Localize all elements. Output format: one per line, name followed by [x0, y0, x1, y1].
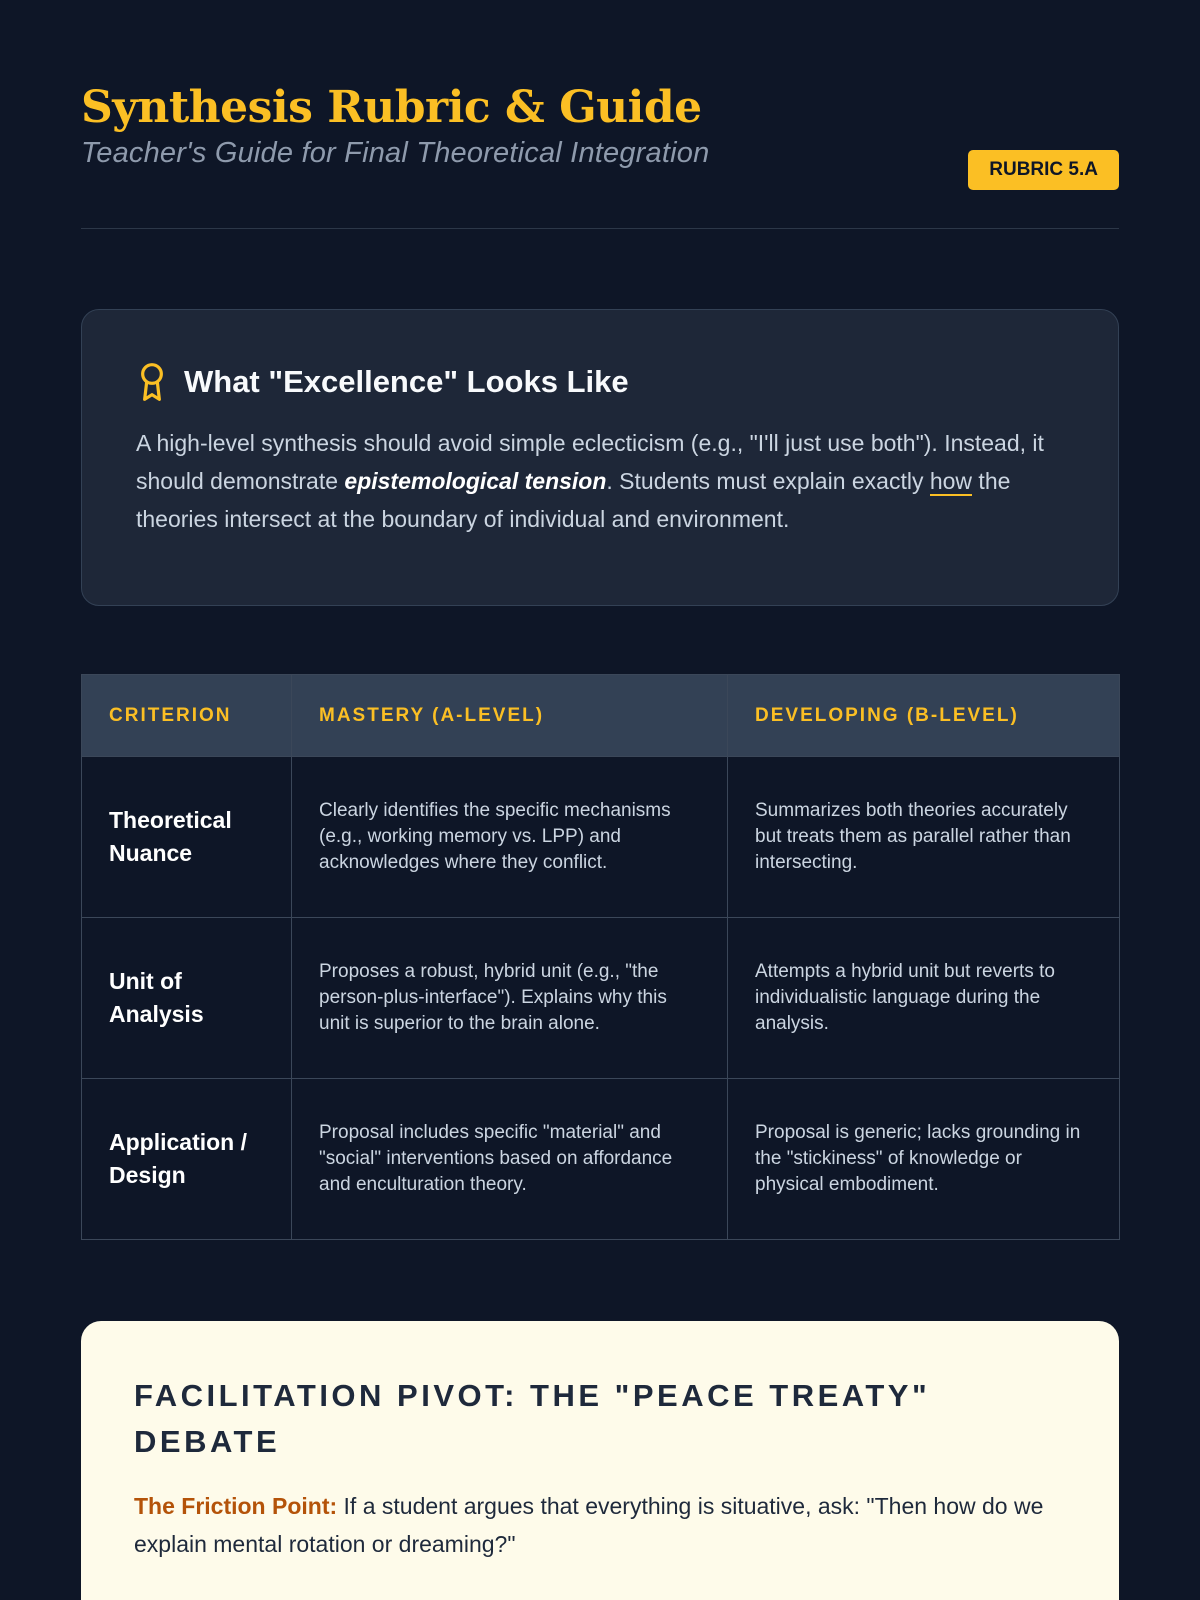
developing-cell: Proposal is generic; lacks grounding in the "stickiness" of knowledge or physical embodiment.	[728, 1079, 1120, 1240]
friction-point-label: The Friction Point:	[134, 1493, 338, 1519]
excellence-text-1: A high-level synthesis should avoid simple eclecticism (e.g., "I'll just use both"). Instead, it should demonstrate	[136, 430, 1044, 494]
excellence-card-header	[136, 362, 1064, 402]
excellence-text-3: the theories intersect at the boundary of individual and environment.	[136, 468, 1011, 532]
award-icon	[136, 362, 168, 402]
excellence-description	[136, 424, 1064, 538]
rubric-header-row	[82, 675, 1120, 757]
friction-point-text: If a student argues that everything is situative, ask: "Then how do we explain mental rotation or dreaming?"	[134, 1493, 1044, 1557]
page-title: Synthesis Rubric & Guide	[81, 82, 702, 133]
page-header	[81, 0, 1119, 229]
table-row	[82, 1079, 1120, 1240]
rubric-table	[81, 674, 1120, 1240]
table-row	[82, 918, 1120, 1079]
page-subtitle: Teacher's Guide for Final Theoretical Integration	[81, 136, 710, 169]
mastery-cell: Clearly identifies the specific mechanisms (e.g., working memory vs. LPP) and acknowledges where they conflict.	[292, 757, 728, 918]
facilitation-pivot-box	[81, 1321, 1119, 1600]
criterion-cell: Application / Design	[82, 1079, 292, 1240]
excellence-card	[81, 309, 1119, 606]
header-criterion: CRITERION	[82, 675, 292, 757]
criterion-cell: Theoretical Nuance	[82, 757, 292, 918]
rubric-badge: RUBRIC 5.A	[968, 150, 1119, 190]
header-developing: DEVELOPING (B-LEVEL)	[728, 675, 1120, 757]
developing-cell: Attempts a hybrid unit but reverts to individualistic language during the analysis.	[728, 918, 1120, 1079]
developing-cell: Summarizes both theories accurately but treats them as parallel rather than intersecting.	[728, 757, 1120, 918]
table-row	[82, 757, 1120, 918]
excellence-underline: how	[929, 468, 973, 494]
pivot-body	[134, 1487, 1066, 1563]
excellence-text-2: . Students must explain exactly	[606, 468, 930, 494]
pivot-title: FACILITATION PIVOT: THE "PEACE TREATY" DEBATE	[134, 1378, 931, 1459]
header-mastery: MASTERY (A-LEVEL)	[292, 675, 728, 757]
criterion-cell: Unit of Analysis	[82, 918, 292, 1079]
mastery-cell: Proposes a robust, hybrid unit (e.g., "the person-plus-interface"). Explains why this unit is superior to the brain alone.	[292, 918, 728, 1079]
mastery-cell: Proposal includes specific "material" and "social" interventions based on affordance and enculturation theory.	[292, 1079, 728, 1240]
excellence-emphasis: epistemological tension	[344, 468, 607, 494]
excellence-title: What "Excellence" Looks Like	[184, 364, 629, 399]
